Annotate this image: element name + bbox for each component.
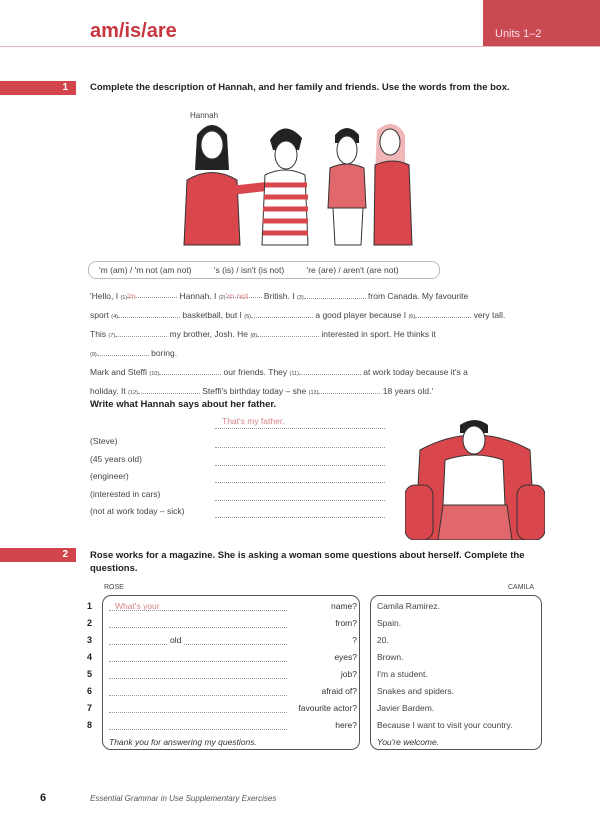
answer-blank[interactable] — [299, 365, 361, 375]
answer-row: 20. — [377, 635, 389, 645]
exercise-2-instruction: Rose works for a magazine. She is asking a woman some questions about herself. Complete the questions. — [90, 550, 525, 574]
answer-blank[interactable] — [415, 308, 471, 318]
father-prompt: (interested in cars) — [90, 488, 161, 499]
camila-closing: You're welcome. — [377, 737, 440, 747]
gap-number: (3) — [296, 295, 304, 301]
dotted-line — [109, 627, 287, 628]
text-segment: Hannah. I — [177, 291, 219, 301]
answer-row: Spain. — [377, 618, 402, 628]
rose-closing: Thank you for answering my questions. — [109, 737, 257, 747]
rose-speech-bubble — [87, 595, 360, 750]
answer-row: Brown. — [377, 652, 404, 662]
gap-number: (5) — [244, 314, 251, 320]
question-ending: favourite actor? — [298, 703, 357, 713]
dotted-line — [109, 678, 287, 679]
text-segment: British. I — [261, 291, 297, 301]
dotted-line — [109, 610, 287, 611]
text-segment: sport — [90, 310, 112, 320]
question-ending: ? — [352, 635, 357, 645]
gap-number: (2) — [218, 295, 226, 301]
question-number: 1 — [87, 601, 93, 611]
gap-number: (1) — [120, 295, 128, 301]
answer-line[interactable] — [215, 516, 385, 518]
exercise-1-number: 1 — [0, 81, 76, 95]
mark-figure — [328, 128, 366, 245]
paragraph-line — [90, 345, 530, 364]
text-segment: our friends. They — [221, 367, 290, 377]
paragraph-line — [90, 326, 530, 345]
gap-number: (7) — [108, 333, 116, 339]
question-row — [87, 683, 357, 700]
gap-number: (12) — [128, 390, 138, 396]
question-row — [87, 666, 357, 683]
question-number: 3 — [87, 635, 93, 645]
answer-blank[interactable] — [115, 327, 167, 337]
paragraph-line — [90, 364, 530, 383]
camila-label: CAMILA — [508, 584, 535, 591]
question-blank[interactable]: What's your — [115, 601, 160, 611]
paragraph-line — [90, 307, 530, 326]
answer-line[interactable] — [215, 446, 385, 448]
father-prompt: (not at work today – sick) — [90, 506, 185, 516]
text-segment: a good player because I — [313, 310, 409, 320]
text-segment: 18 years old.' — [380, 386, 434, 396]
steffi-figure — [374, 124, 412, 245]
rose-label: ROSE — [104, 584, 124, 591]
gap-number: (11) — [289, 371, 299, 377]
question-row — [87, 649, 357, 666]
gap-number: (10) — [149, 371, 160, 377]
answer-blank[interactable] — [318, 384, 380, 394]
josh-figure — [262, 128, 308, 245]
gap-number: (8) — [250, 333, 258, 339]
father-instruction: Write what Hannah says about her father. — [90, 399, 277, 410]
word-box — [88, 261, 440, 279]
father-armchair-illustration — [405, 410, 545, 540]
answer-row: Snakes and spiders. — [377, 686, 455, 696]
text-segment: 'Hello, I — [90, 291, 121, 301]
answer-blank[interactable]: 'm — [127, 288, 177, 298]
answer-row: Camila Ramirez. — [377, 601, 440, 611]
word-option: 's (is) / isn't (is not) — [213, 265, 285, 275]
answer-row: Because I want to visit your country. — [377, 720, 513, 730]
illustration-label: Hannah — [190, 111, 219, 120]
text-segment: my brother, Josh. He — [167, 329, 251, 339]
answer-blank[interactable] — [118, 308, 180, 318]
question-number: 5 — [87, 669, 93, 679]
divider — [0, 46, 600, 47]
question-row — [87, 632, 357, 649]
question-ending: here? — [335, 720, 357, 730]
dotted-line — [109, 729, 287, 730]
camila-speech-bubble — [370, 595, 542, 750]
dotted-line — [109, 661, 287, 662]
exercise-1-instruction: Complete the description of Hannah, and her family and friends. Use the words from the box. — [90, 82, 510, 93]
question-number: 4 — [87, 652, 93, 662]
text-segment: from Canada. My favourite — [365, 291, 469, 301]
text-segment: at work today because it's a — [360, 367, 468, 377]
answer-blank[interactable] — [304, 289, 366, 299]
question-ending: from? — [335, 618, 357, 628]
text-segment: holiday. It — [90, 386, 129, 396]
question-number: 2 — [87, 618, 93, 628]
answer-line[interactable] — [215, 499, 385, 501]
question-word: old — [167, 632, 184, 649]
units-label: Units 1–2 — [495, 28, 542, 40]
dotted-line — [109, 712, 287, 713]
answer-row: Javier Bardem. — [377, 703, 435, 713]
father-example: That's my father. — [222, 416, 285, 426]
question-number: 8 — [87, 720, 93, 730]
question-number: 7 — [87, 703, 93, 713]
exercise-2-number: 2 — [0, 548, 76, 562]
gap-number: (6) — [408, 314, 416, 320]
gap-number: (4) — [111, 314, 118, 320]
answer-line[interactable] — [215, 427, 385, 429]
answer-line[interactable] — [215, 481, 385, 483]
answer-blank[interactable] — [97, 346, 149, 356]
answer-blank[interactable] — [251, 308, 313, 318]
question-ending: eyes? — [334, 652, 357, 662]
question-ending: job? — [340, 669, 357, 679]
question-ending: name? — [331, 601, 357, 611]
page-number: 6 — [40, 792, 47, 804]
text-segment: boring. — [148, 348, 178, 358]
answer-blank[interactable] — [159, 365, 221, 375]
dotted-line — [109, 695, 287, 696]
answer-line[interactable] — [215, 464, 385, 466]
father-prompt: (Steve) — [90, 436, 118, 446]
gap-fill-paragraph — [90, 288, 530, 402]
dotted-line — [109, 644, 287, 645]
answer-row: I'm a student. — [377, 669, 428, 679]
gap-number: (13) — [308, 390, 319, 396]
text-segment: interested in sport. He thinks it — [319, 329, 436, 339]
units-tab — [483, 0, 600, 46]
text-segment: Steffi's birthday today – she — [199, 386, 309, 396]
question-ending: afraid of? — [321, 686, 357, 696]
text-segment: very tall. — [471, 310, 506, 320]
page-title: am/is/are — [90, 20, 177, 42]
paragraph-line — [90, 288, 530, 307]
question-row — [87, 700, 357, 717]
word-option: 'm (am) / 'm not (am not) — [99, 265, 192, 275]
question-row — [87, 717, 357, 734]
question-row — [87, 615, 357, 632]
book-title: Essential Grammar in Use Supplementary Exercises — [90, 794, 277, 803]
gap-number: (9) — [90, 352, 97, 358]
text-segment: This — [90, 329, 109, 339]
answer-blank[interactable] — [138, 384, 200, 394]
father-prompt: (engineer) — [90, 471, 129, 481]
father-prompt: (45 years old) — [90, 453, 142, 464]
text-segment: Mark and Steffi — [90, 367, 150, 377]
text-segment: basketball, but I — [180, 310, 245, 320]
family-illustration — [175, 100, 435, 250]
question-row — [87, 598, 357, 615]
question-number: 6 — [87, 686, 93, 696]
answer-blank[interactable] — [257, 327, 319, 337]
word-option: 're (are) / aren't (are not) — [306, 265, 399, 275]
answer-blank[interactable]: 'm not — [226, 288, 262, 298]
